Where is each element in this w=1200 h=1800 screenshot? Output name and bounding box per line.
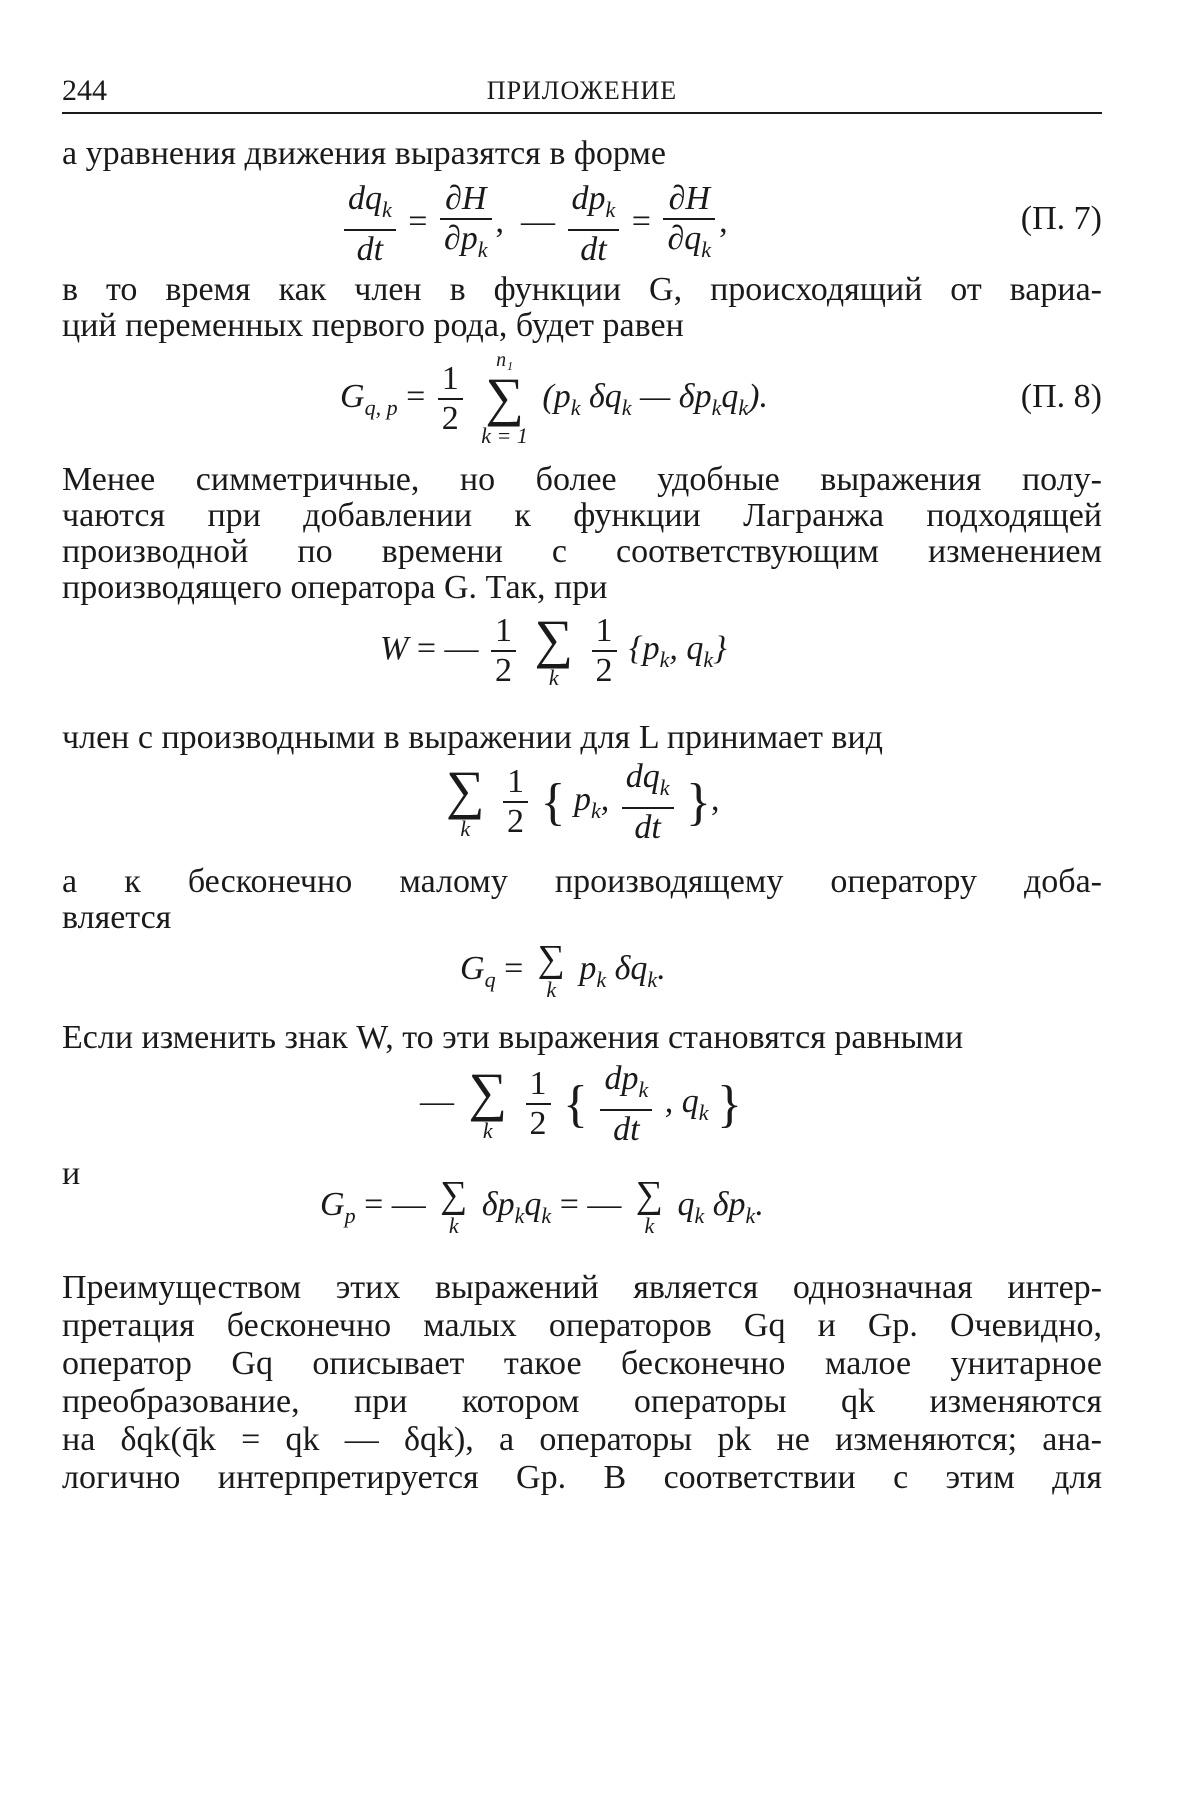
text-line: логично интерпретируется Gp. В соответствии с этим для <box>62 1459 1102 1496</box>
text-line: а к бесконечно малому производящему оператору доба- <box>62 863 1102 900</box>
text-line: претация бесконечно малых операторов Gq и Gp. Очевидно, <box>62 1307 1102 1344</box>
equation-p7: $\frac{dq_k}{dt}$ = $\frac{\partial H}{\partial p_k}$ , — $\frac{dp_k}{dt}$ = $\frac{\partial H}{\partial q_k}$ , <box>340 180 728 269</box>
text-line: производящего оператора G. Так, при <box>62 569 608 606</box>
text-line: преобразование, при котором операторы qk изменяются <box>62 1383 1102 1420</box>
text-line: Если изменить знак W, то эти выражения становятся равными <box>62 1019 964 1056</box>
text-line: в то время как член в функции G, происходящий от вариа- <box>62 271 1102 308</box>
text-line: член с производными в выражении для L принимает вид <box>62 719 883 756</box>
text-line: Менее симметричные, но более удобные выражения полу- <box>62 461 1102 498</box>
equation-negated-term: — ∑ k $\frac{1}{2}$ { $\frac{dp_k}{dt}$ , $q_k$ } <box>420 1060 742 1148</box>
equation-p8: $G_{q, p}$ = $\frac{1}{2}$ n₁ ∑ k = 1 ($p_k$ $\delta q_k$ — $\delta p_kq_k$). <box>340 349 768 448</box>
equation-gp: $G_p$ = — ∑ k $\delta p_kq_k$ = — ∑ k $q_k$ $\delta p_k$. <box>320 1174 764 1238</box>
page-number: 244 <box>62 74 107 107</box>
text-line: оператор Gq описывает такое бесконечно малое унитарное <box>62 1345 1102 1382</box>
text-line: чаются при добавлении к функции Лагранжа подходящей <box>62 497 1102 534</box>
text-line: и <box>62 1155 81 1192</box>
text-line: а уравнения движения выразятся в форме <box>62 135 666 172</box>
equation-label-p8: (П. 8) <box>1020 378 1102 415</box>
equation-label-p7: (П. 7) <box>1020 200 1102 237</box>
page-header <box>62 74 1102 114</box>
text-line: ций переменных первого рода, будет равен <box>62 307 684 344</box>
text-line: на δqk(q̄k = qk — δqk), а операторы pk не изменяются; ана- <box>62 1421 1102 1458</box>
equation-l-term: ∑ k $\frac{1}{2}$ { $p_k$, $\frac{dq_k}{dt}$ }, <box>446 758 720 846</box>
text-line: производной по времени с соответствующим изменением <box>62 533 1102 570</box>
equation-w: W = — $\frac{1}{2}$ ∑ k $\frac{1}{2}$ {$p_k$, $q_k$} <box>380 609 727 690</box>
running-head: ПРИЛОЖЕНИЕ <box>486 76 678 105</box>
header-rule <box>62 112 1102 114</box>
text-line: вляется <box>62 899 172 936</box>
equation-gq: $G_q$ = ∑ k $p_k$ $\delta q_k$. <box>460 938 666 1002</box>
text-line: Преимуществом этих выражений является однозначная интер- <box>62 1269 1102 1306</box>
